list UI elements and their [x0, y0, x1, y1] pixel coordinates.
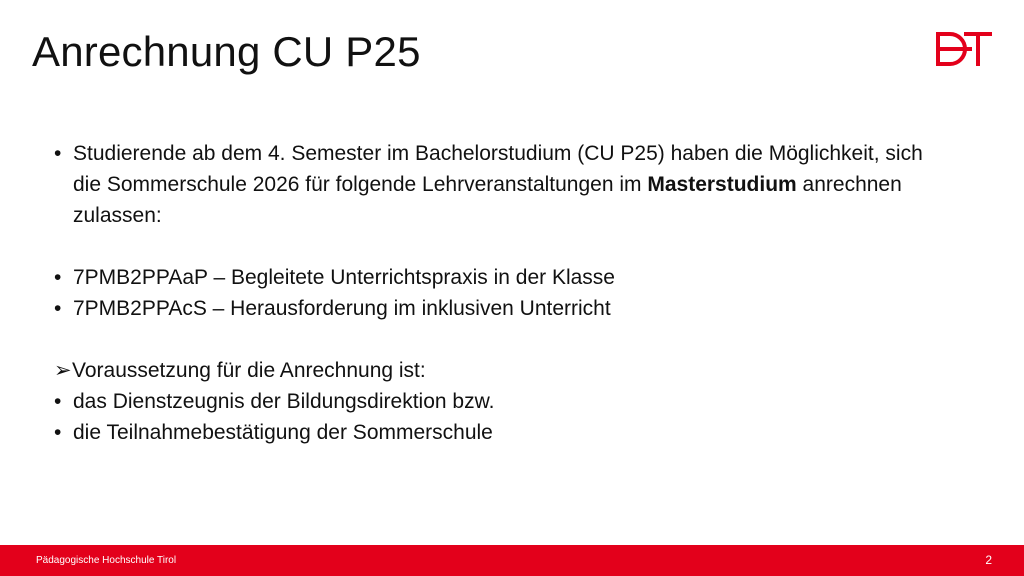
arrow-bullet-icon: ➢: [54, 359, 72, 382]
bullet-marker: •: [54, 266, 62, 289]
bullet-marker: •: [54, 297, 62, 320]
intro-text-part2: anrechnen zulassen:: [73, 173, 902, 227]
footer-bar: [0, 545, 1024, 576]
pht-logo-icon: [934, 30, 992, 68]
course-text: 7PMB2PPAcS – Herausforderung im inklusiven Unterricht: [73, 297, 611, 320]
requirement-text: die Teilnahmebestätigung der Sommerschule: [73, 421, 493, 444]
slide-body: [54, 138, 934, 448]
slide-title: Anrechnung CU P25: [32, 28, 421, 75]
course-item: [54, 293, 934, 324]
bullet-marker: •: [54, 390, 62, 413]
intro-bullet: [54, 138, 934, 231]
bullet-marker: •: [54, 421, 62, 444]
requirement-heading-text: Voraussetzung für die Anrechnung ist:: [72, 359, 426, 382]
requirement-text: das Dienstzeugnis der Bildungsdirektion bzw.: [73, 390, 495, 413]
requirement-item: [54, 417, 934, 448]
intro-text-bold: Masterstudium: [647, 173, 797, 196]
course-text: 7PMB2PPAaP – Begleitete Unterrichtspraxis in der Klasse: [73, 266, 615, 289]
bullet-marker: •: [54, 142, 62, 165]
course-item: [54, 262, 934, 293]
requirement-item: [54, 386, 934, 417]
intro-text-part1: Studierende ab dem 4. Semester im Bachelorstudium (CU P25) haben die Möglichkeit, sich die Sommerschule 2026 für folgende Lehrveranstaltungen im: [73, 142, 923, 196]
requirement-heading: [54, 355, 934, 386]
footer-institution: Pädagogische Hochschule Tirol: [36, 555, 177, 566]
page-number: 2: [985, 553, 992, 567]
intro-text: [73, 138, 934, 231]
